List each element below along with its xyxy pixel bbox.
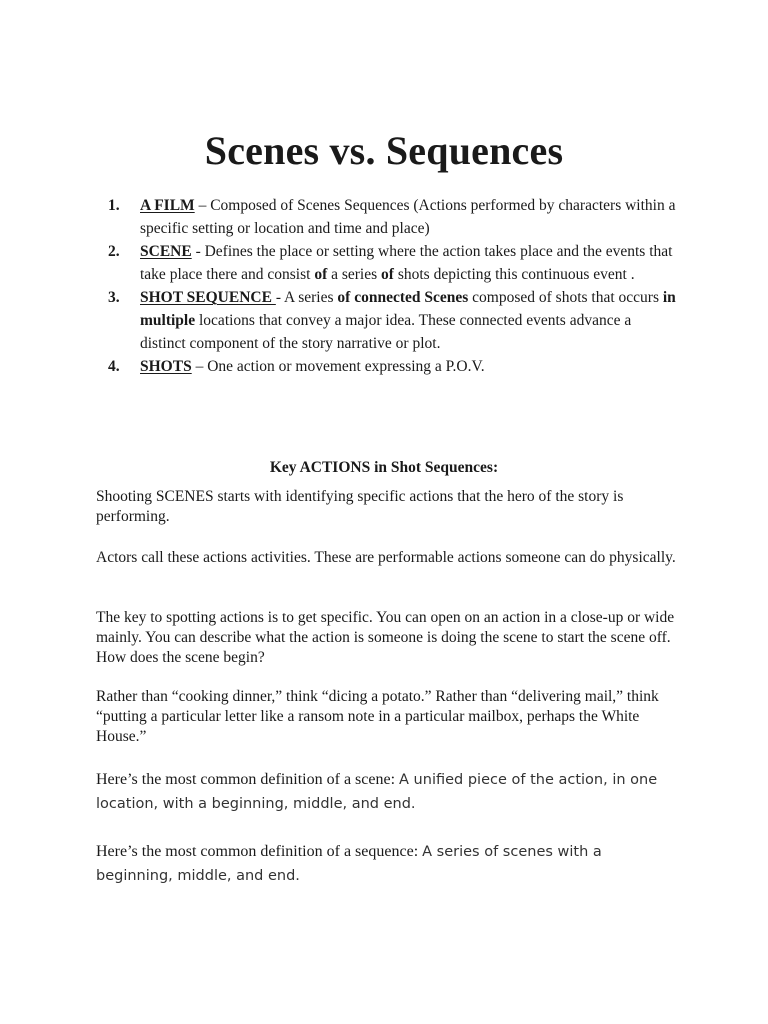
- sequence-definition-lead: Here’s the most common definition of a sequence:: [96, 843, 423, 860]
- definition-emphasis: in multiple: [140, 289, 676, 329]
- definition-text: One action or movement expressing a P.O.V.: [207, 358, 485, 375]
- list-number: 1.: [108, 197, 120, 214]
- paragraph-key-to-spotting: The key to spotting actions is to get specific. You can open on an action in a close-up or wide mainly. You can describe what the action is someone is doing the scene to start the scene off. How does the scene begin?: [96, 609, 675, 666]
- list-number: 4.: [108, 358, 120, 375]
- definition-emphasis: of: [314, 266, 328, 283]
- definition-text: locations that convey a major idea. These connected events advance a distinct component of the story narrative or plot.: [140, 312, 632, 352]
- term-shot-sequence: SHOT SEQUENCE: [140, 289, 276, 306]
- list-item-film: [96, 194, 676, 240]
- paragraph-scene-definition: [96, 768, 676, 816]
- definition-text: A series: [284, 289, 338, 306]
- term-separator: –: [194, 197, 211, 214]
- scene-definition-lead: Here’s the most common definition of a scene:: [96, 771, 400, 788]
- definition-text: Defines the place or setting where the action takes place and the events that take place there and consist: [140, 243, 673, 283]
- definition-emphasis: of connected Scenes: [337, 289, 469, 306]
- term-shots: SHOTS: [140, 358, 192, 375]
- scene-definition-text: A unified piece of the action, in one location, with a beginning, middle, and end.: [96, 772, 658, 812]
- list-item-shot-sequence: [96, 286, 676, 355]
- definition-emphasis: of: [381, 266, 394, 283]
- definition-text: composed of shots that occurs: [468, 289, 663, 306]
- term-scene: SCENE: [140, 243, 192, 260]
- paragraph-shooting-scenes: Shooting SCENES starts with identifying specific actions that the hero of the story is performing.: [96, 488, 624, 525]
- list-number: 2.: [108, 243, 120, 260]
- term-separator: -: [275, 289, 285, 306]
- list-number: 3.: [108, 289, 120, 306]
- list-item-shots: [96, 355, 676, 378]
- paragraph-actors: Actors call these actions activities. These are performable actions someone can do physically.: [96, 549, 676, 566]
- list-item-scene: [96, 240, 676, 286]
- sequence-definition-text: A series of scenes with a beginning, middle, and end.: [96, 844, 602, 884]
- definitions-list: [96, 194, 676, 378]
- section-heading: Key ACTIONS in Shot Sequences:: [269, 458, 499, 476]
- term-separator: –: [191, 358, 208, 375]
- term-film: A FILM: [140, 197, 195, 214]
- term-separator: -: [191, 243, 205, 260]
- page-title: Scenes vs. Sequences: [204, 127, 564, 173]
- definition-text: shots depicting this continuous event .: [393, 266, 635, 283]
- paragraph-rather-than: Rather than “cooking dinner,” think “dicing a potato.” Rather than “delivering mail,” think “putting a particular letter like a ransom note in a particular mailbox, perhaps the White House.”: [96, 688, 659, 745]
- paragraph-sequence-definition: [96, 840, 676, 888]
- definition-text: Composed of Scenes Sequences (Actions performed by characters within a specific setting or location and time and place): [140, 197, 676, 237]
- definition-text: a series: [327, 266, 382, 283]
